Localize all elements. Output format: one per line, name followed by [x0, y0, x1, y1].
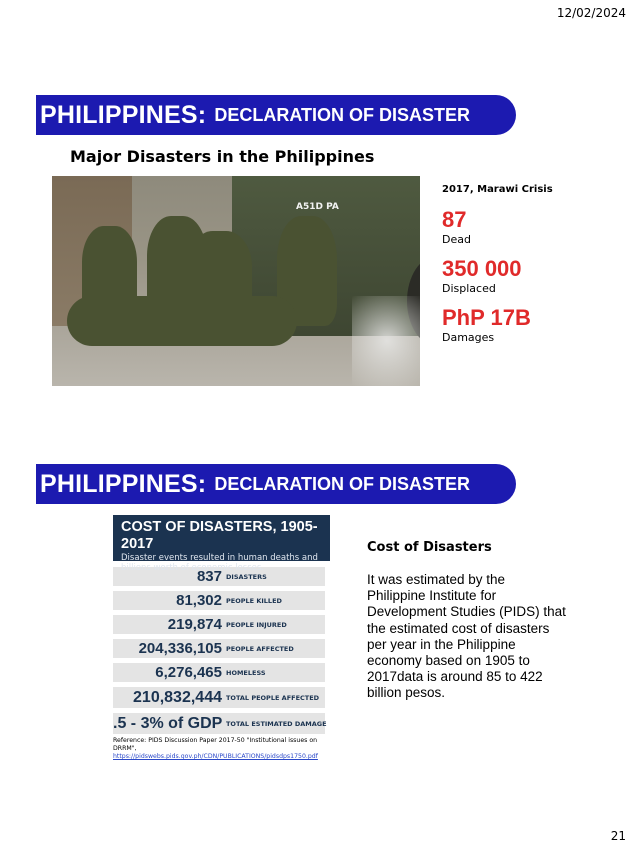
- infographic-row: [113, 713, 325, 734]
- banner-title-sub: DECLARATION OF DISASTER: [214, 104, 470, 125]
- stat-value: 87: [442, 207, 467, 232]
- banner-title-main: PHILIPPINES:: [40, 100, 207, 129]
- row-label: PEOPLE AFFECTED: [226, 644, 294, 653]
- reference-link[interactable]: https://pidswebs.pids.gov.ph/CDN/PUBLICATIONS/pidsdps1750.pdf: [113, 753, 318, 760]
- infographic-subtitle: Disaster events resulted in human deaths and billions worth of economic losses.: [121, 553, 318, 573]
- row-value: 6,276,465: [155, 664, 222, 681]
- slide-date: 12/02/2024: [556, 6, 626, 20]
- stat-label: Damages: [442, 331, 495, 344]
- row-label: PEOPLE KILLED: [226, 596, 282, 605]
- infographic-rows: [113, 567, 330, 734]
- stat-value: PhP 17B: [442, 305, 531, 330]
- infographic-reference: [113, 737, 330, 761]
- row-value: 219,874: [167, 616, 222, 633]
- page-number: 21: [610, 829, 626, 843]
- row-label: DISASTERS: [226, 572, 267, 581]
- stat-label: Dead: [442, 233, 471, 246]
- infographic-row: [113, 687, 325, 708]
- slide-subtitle: Major Disasters in the Philippines: [70, 147, 375, 166]
- row-value: 837: [196, 568, 222, 585]
- stat-value: 350 000: [442, 256, 522, 281]
- stat-dead: [442, 207, 632, 246]
- slide-title-banner-2: [36, 464, 516, 504]
- infographic-row: [113, 591, 325, 610]
- row-label: PEOPLE INJURED: [226, 620, 287, 629]
- cost-of-disasters-text: [367, 540, 567, 702]
- infographic-header: [113, 515, 330, 573]
- row-value: .5 - 3% of GDP: [113, 714, 223, 732]
- row-label: TOTAL PEOPLE AFFECTED: [226, 693, 320, 702]
- banner-title-sub: DECLARATION OF DISASTER: [214, 473, 470, 494]
- infographic-row: [113, 639, 325, 658]
- row-label: HOMELESS: [226, 668, 266, 677]
- row-value: 81,302: [176, 592, 222, 609]
- marawi-stats: [442, 184, 632, 354]
- stat-label: Displaced: [442, 282, 496, 295]
- reference-text: Reference: PIDS Discussion Paper 2017-50 "Institutional issues on DRRM",: [113, 737, 318, 752]
- cost-body: It was estimated by the Philippine Institute for Development Studies (PIDS) that the estimated cost of disasters per year in the Philippine economy based on 1905 to 2017data is around 85 to 422 billion pesos.: [367, 572, 566, 701]
- row-label: TOTAL ESTIMATED DAMAGE: [226, 719, 327, 728]
- infographic-title: COST OF DISASTERS, 1905-2017: [121, 519, 318, 552]
- stat-displaced: [442, 256, 632, 295]
- cost-title: Cost of Disasters: [367, 540, 492, 555]
- infographic-row: [113, 567, 325, 586]
- cost-of-disasters-infographic: [113, 515, 330, 760]
- truck-marking: A51D PA: [296, 202, 339, 212]
- row-value: 204,336,105: [138, 640, 222, 657]
- slide-title-banner-1: [36, 95, 516, 135]
- infographic-row: [113, 615, 325, 634]
- photo-smoke: [352, 296, 420, 386]
- banner-title-main: PHILIPPINES:: [40, 469, 207, 498]
- crisis-label: 2017, Marawi Crisis: [442, 184, 553, 195]
- stat-damages: [442, 305, 632, 344]
- row-value: 210,832,444: [133, 688, 222, 706]
- photo-soldier-prone: [67, 296, 297, 346]
- infographic-row: [113, 663, 325, 682]
- marawi-soldiers-photo: [52, 176, 420, 386]
